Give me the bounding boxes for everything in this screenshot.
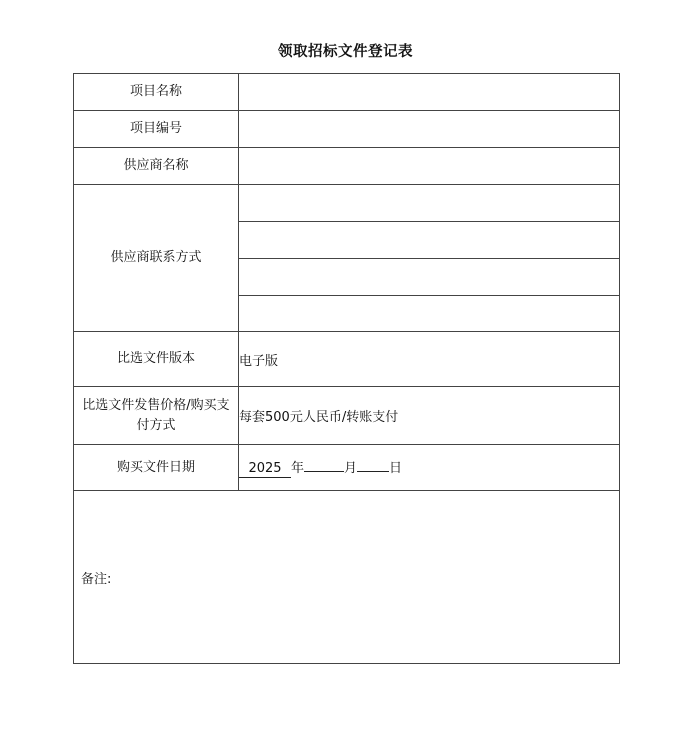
- year-unit: 年: [291, 461, 305, 476]
- notes-cell[interactable]: [74, 491, 620, 664]
- table-row: [74, 148, 620, 185]
- price-payment-label: 比选文件发售价格/购买支付方式: [74, 387, 239, 445]
- purchase-day-field[interactable]: [357, 471, 389, 472]
- purchase-date-value: [239, 445, 620, 491]
- doc-version-value: 电子版: [239, 332, 620, 387]
- table-row: [74, 387, 620, 445]
- table-row: [74, 74, 620, 111]
- supplier-name-label: 供应商名称: [74, 148, 239, 185]
- project-number-field[interactable]: [239, 111, 620, 148]
- project-name-label: 项目名称: [74, 74, 239, 111]
- supplier-contact-line-4[interactable]: [239, 296, 620, 332]
- table-row: [74, 185, 620, 222]
- table-row: [74, 332, 620, 387]
- table-row: [74, 445, 620, 491]
- supplier-contact-label: 供应商联系方式: [74, 185, 239, 332]
- day-unit: 日: [389, 461, 403, 476]
- purchase-month-field[interactable]: [304, 471, 344, 472]
- month-unit: 月: [344, 461, 358, 476]
- supplier-name-field[interactable]: [239, 148, 620, 185]
- supplier-contact-line-1[interactable]: [239, 185, 620, 222]
- project-name-field[interactable]: [239, 74, 620, 111]
- form-title: 领取招标文件登记表: [278, 44, 413, 60]
- purchase-date-label: 购买文件日期: [74, 445, 239, 491]
- table-row: [74, 111, 620, 148]
- project-number-label: 项目编号: [74, 111, 239, 148]
- price-payment-value: 每套500元人民币/转账支付: [239, 387, 620, 445]
- table-row: [74, 491, 620, 664]
- registration-table: [73, 73, 620, 664]
- supplier-contact-line-2[interactable]: [239, 222, 620, 259]
- notes-label: 备注:: [81, 572, 112, 587]
- doc-version-label: 比选文件版本: [74, 332, 239, 387]
- supplier-contact-line-3[interactable]: [239, 259, 620, 296]
- purchase-year-field[interactable]: 2025: [239, 461, 291, 478]
